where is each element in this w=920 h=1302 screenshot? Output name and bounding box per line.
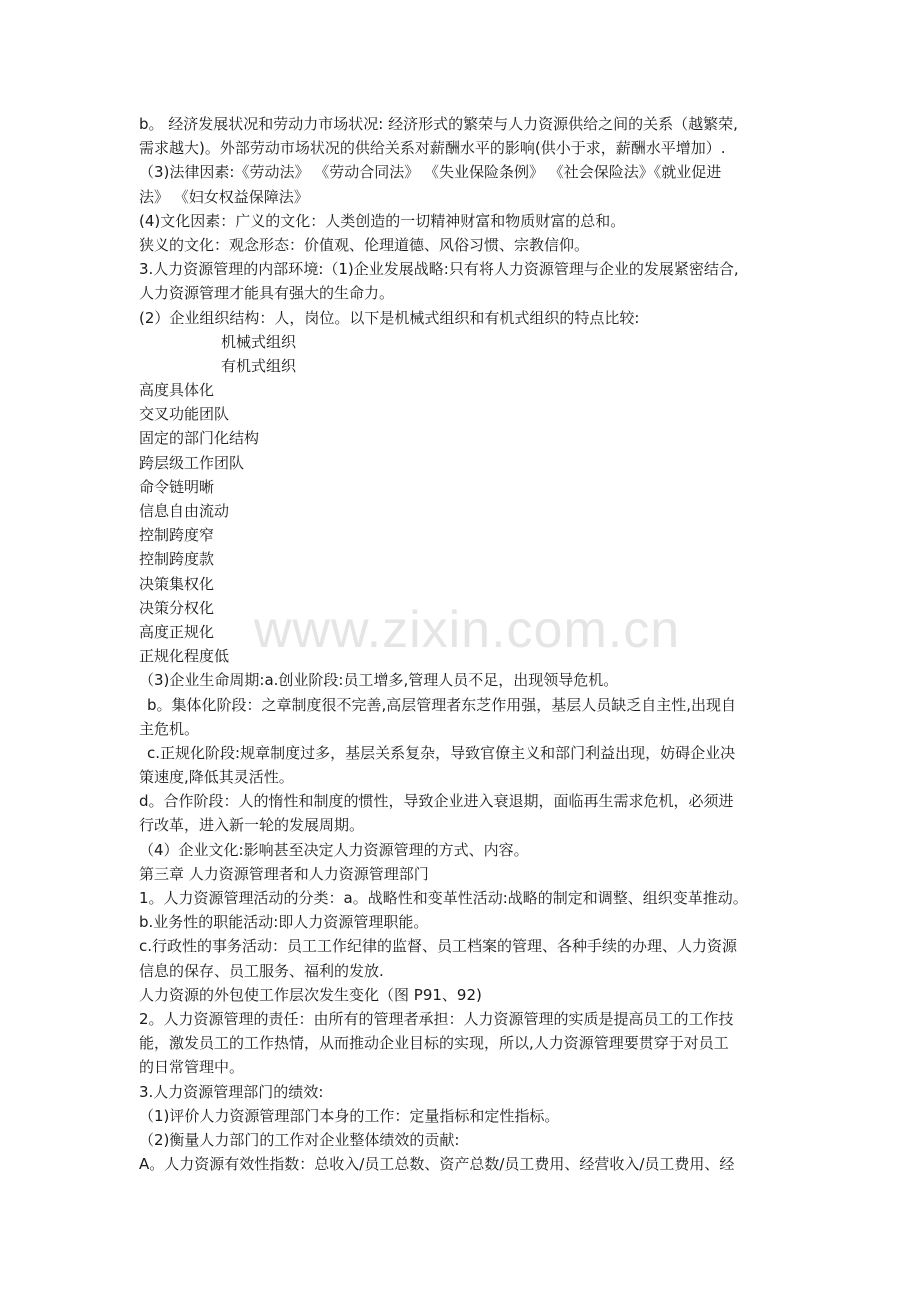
text-line: 的日常管理中。 bbox=[139, 1058, 245, 1077]
text-line: 控制跨度款 bbox=[139, 550, 215, 569]
text-line: 信息的保存、员工服务、福利的发放. bbox=[139, 961, 384, 980]
text-line: 正规化程度低 bbox=[139, 647, 230, 666]
text-line: 需求越大)。外部劳动市场状况的供给关系对薪酬水平的影响(供小于求，薪酬水平增加）. bbox=[139, 139, 726, 158]
text-line: 1。人力资源管理活动的分类：a。战略性和变革性活动:战略的制定和调整、组织变革推动。 bbox=[139, 889, 748, 907]
text-line: b。 经济发展状况和劳动力市场状况: 经济形式的繁荣与人力资源供给之间的关系（越繁荣, bbox=[139, 115, 738, 133]
text-line: 高度正规化 bbox=[139, 622, 215, 641]
text-line: 法》 《妇女权益保障法》 bbox=[139, 187, 309, 206]
text-line: 信息自由流动 bbox=[139, 502, 230, 520]
text-line: 机械式组织 bbox=[221, 332, 297, 351]
text-line: （3)法律因素:《劳动法》 《劳动合同法》 《失业保险条例》 《社会保险法》《就业促进 bbox=[139, 163, 722, 182]
text-line: 能，激发员工的工作热情，从而推动企业目标的实现，所以,人力资源管理要贯穿于对员工 bbox=[139, 1034, 729, 1053]
text-line: 命令链明晰 bbox=[139, 477, 215, 496]
text-line: 策速度,降低其灵活性。 bbox=[139, 768, 294, 787]
watermark: www.zixin.com.cn bbox=[253, 601, 681, 659]
document-body bbox=[139, 112, 789, 1176]
text-line: 3.人力资源管理部门的绩效: bbox=[139, 1082, 324, 1101]
text-line: （3)企业生命周期:a.创业阶段:员工增多,管理人员不足，出现领导危机。 bbox=[139, 671, 619, 690]
text-line: b。集体化阶段：之章制度很不完善,高层管理者东芝作用强，基层人员缺乏自主性,出现自 bbox=[147, 695, 737, 714]
text-line: 狭义的文化：观念形态：价值观、伦理道德、风俗习惯、宗教信仰。 bbox=[139, 235, 590, 254]
text-line: 交叉功能团队 bbox=[139, 405, 230, 424]
text-line: 行改革，进入新一轮的发展周期。 bbox=[139, 816, 365, 835]
text-line: 决策集权化 bbox=[139, 574, 215, 593]
text-line: 控制跨度窄 bbox=[139, 526, 215, 545]
text-line: b.业务性的职能活动:即人力资源管理职能。 bbox=[139, 913, 429, 932]
text-line: （1)评价人力资源管理部门本身的工作：定量指标和定性指标。 bbox=[139, 1106, 560, 1125]
text-line: 3.人力资源管理的内部环境:（1)企业发展战略:只有将人力资源管理与企业的发展紧密结合, bbox=[139, 260, 739, 279]
text-line: （4）企业文化:影响甚至决定人力资源管理的方式、内容。 bbox=[139, 840, 529, 859]
text-line: c.正规化阶段:规章制度过多，基层关系复杂，导致官僚主义和部门利益出现，妨碍企业决 bbox=[147, 743, 736, 762]
text-line: 有机式组织 bbox=[221, 356, 297, 375]
text-line: 跨层级工作团队 bbox=[139, 453, 245, 472]
text-line: d。合作阶段：人的惰性和制度的惯性，导致企业进入衰退期，面临再生需求危机，必须进 bbox=[139, 792, 734, 811]
text-line: 人力资源的外包使工作层次发生变化（图 P91、92) bbox=[139, 985, 482, 1004]
text-line: (4)文化因素：广义的文化：人类创造的一切精神财富和物质财富的总和。 bbox=[139, 211, 626, 230]
text-line: (2）企业组织结构：人，岗位。以下是机械式组织和有机式组织的特点比较: bbox=[139, 308, 640, 327]
text-line: 2。人力资源管理的责任：由所有的管理者承担：人力资源管理的实质是提高员工的工作技 bbox=[139, 1009, 734, 1028]
text-line: 主危机。 bbox=[139, 719, 200, 738]
text-line: 高度具体化 bbox=[139, 381, 215, 400]
text-line: 决策分权化 bbox=[139, 598, 215, 617]
text-line: （2)衡量人力部门的工作对企业整体绩效的贡献: bbox=[139, 1130, 460, 1149]
text-line: c.行政性的事务活动：员工工作纪律的监督、员工档案的管理、各种手续的办理、人力资源 bbox=[139, 937, 738, 956]
text-line: A。人力资源有效性指数：总收入/员工总数、资产总数/员工费用、经营收入/员工费用、经 bbox=[139, 1155, 735, 1174]
text-line: 第三章 人力资源管理者和人力资源管理部门 bbox=[139, 864, 429, 883]
text-line: 人力资源管理才能具有强大的生命力。 bbox=[139, 284, 395, 303]
text-line: 固定的部门化结构 bbox=[139, 429, 260, 448]
